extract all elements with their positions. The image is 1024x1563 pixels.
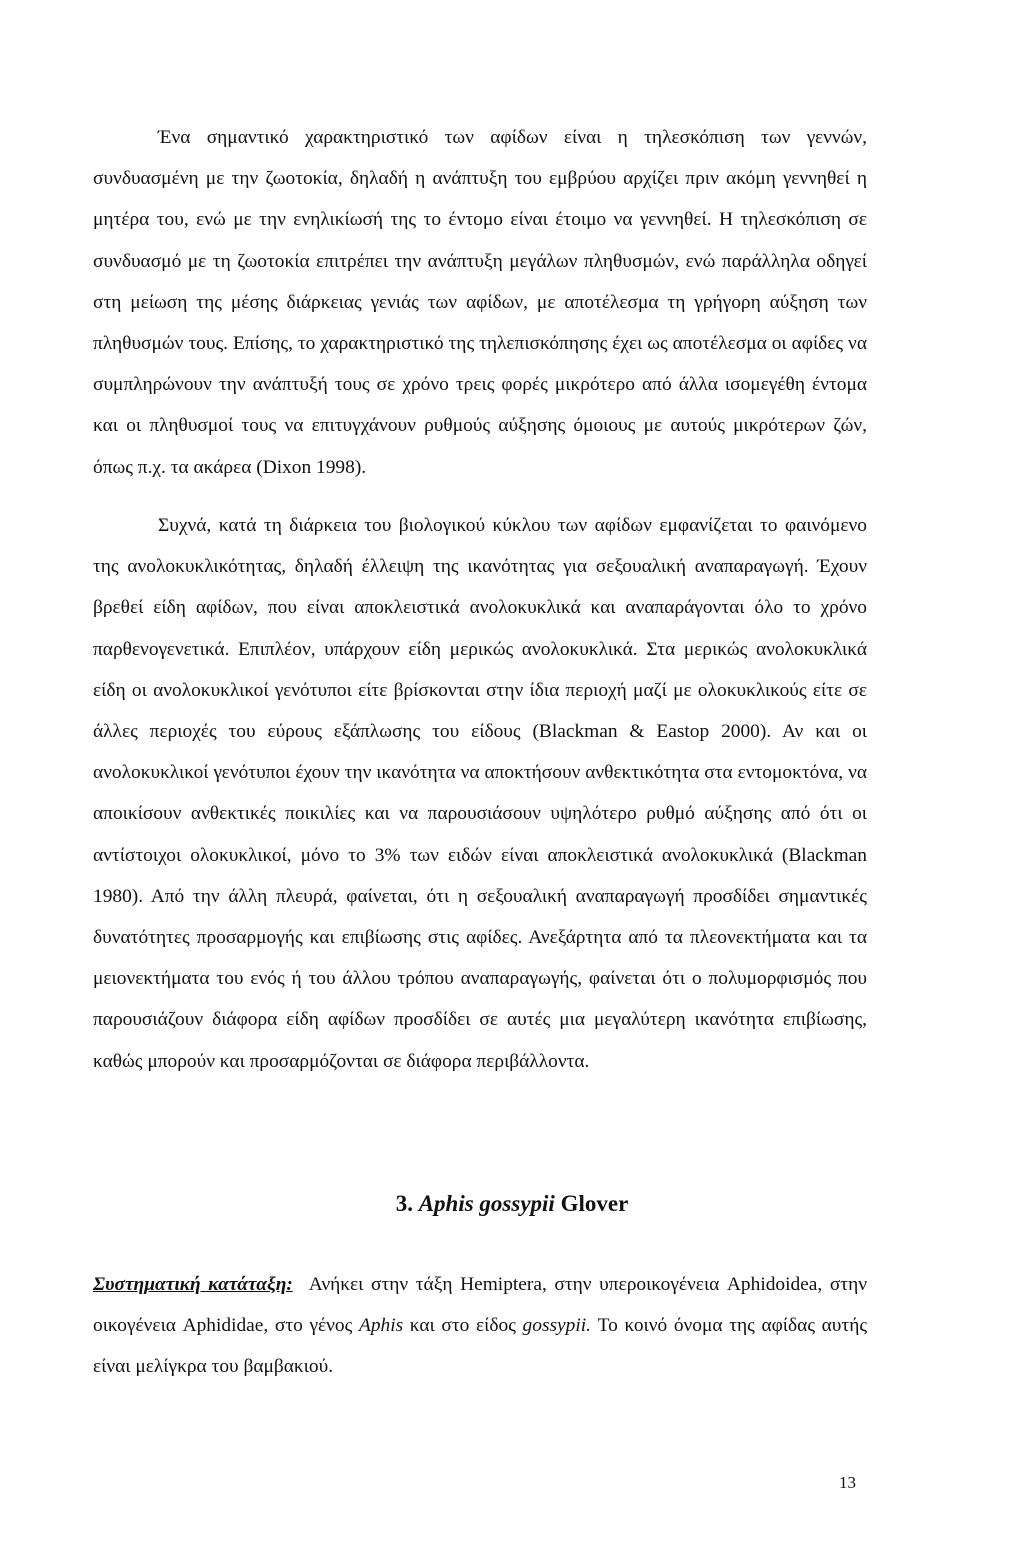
paragraph-telescoping: Ένα σημαντικό χαρακτηριστικό των αφίδων είναι η τηλεσκόπιση των γεννών, συνδυασμένη με την ζωοτοκία, δηλαδή η ανάπτυξη του εμβρύου αρχίζει πριν ακόμη γεννηθεί η μητέρα του, ενώ με την ενηλικίωσή της το έντομο είναι έτοιμο να γεννηθεί. Η τηλεσκόπιση σε συνδυασμό με τη ζωοτοκία επιτρέπει την ανάπτυξη μεγάλων πληθυσμών, ενώ παράλληλα οδηγεί στη μείωση της μέσης διάρκειας γενιάς των αφίδων, με αποτέλεσμα τη γρήγορη αύξηση των πληθυσμών τους. Επίσης, το χαρακτηριστικό της τηλεπισκόπησης έχει ως αποτέλεσμα οι αφίδες να συμπληρώνουν την ανάπτυξή τους σε χρόνο τρεις φορές μικρότερο από άλλα ισομεγέθη έντομα και οι πληθυσμοί τους να επιτυγχάνουν ρυθμούς αύξησης όμοιους με αυτούς μικρότερων ζών, όπως π.χ. τα ακάρεα (Dixon 1998).: [93, 127, 867, 478]
classification-paragraph: [93, 1264, 867, 1387]
section-number: 3.: [395, 1191, 413, 1216]
classification-text-3: Το κοινό όνομα της αφίδας αυτής είναι μελίγκρα του βαμβακιού.: [93, 1315, 868, 1377]
classification-label: Συστηματική κατάταξη:: [93, 1274, 293, 1295]
page-number: 13: [839, 1473, 856, 1492]
classification-text-2: και στο είδος: [409, 1315, 516, 1336]
classification-genus: Aphis: [358, 1315, 404, 1336]
classification-text-1: Ανήκει στην τάξη Hemiptera, στην υπεροικογένεια Aphidoidea, στην οικογένεια Aphididae, στο γένος: [93, 1274, 867, 1336]
classification-species: gossypii.: [522, 1315, 591, 1336]
section-species-name: Aphis gossypii: [418, 1191, 555, 1216]
section-author: Glover: [560, 1191, 629, 1216]
paragraph-anholocycly: Συχνά, κατά τη διάρκεια του βιολογικού κύκλου των αφίδων εμφανίζεται το φαινόμενο της ανολοκυκλικότητας, δηλαδή έλλειψη της ικανότητας για σεξουαλική αναπαραγωγή. Έχουν βρεθεί είδη αφίδων, που είναι αποκλειστικά ανολοκυκλικά και αναπαράγονται όλο το χρόνο παρθενογενετικά. Επιπλέον, υπάρχουν είδη μερικώς ανολοκυκλικά. Στα μερικώς ανολοκυκλικά είδη οι ανολοκυκλικοί γενότυποι είτε βρίσκονται στην ίδια περιοχή μαζί με ολοκυκλικούς είτε σε άλλες περιοχές του εύρους εξάπλωσης του είδους (Blackman & Eastop 2000). Αν και οι ανολοκυκλικοί γενότυποι έχουν την ικανότητα να αποκτήσουν ανθεκτικότητα στα εντομοκτόνα, να αποικίσουν ανθεκτικές ποικιλίες και να παρουσιάσουν υψηλότερο ρυθμό αύξησης από ότι οι αντίστοιχοι ολοκυκλικοί, μόνο το 3% των ειδών είναι αποκλειστικά ανολοκυκλικά (Blackman 1980). Από την άλλη πλευρά, φαίνεται, ότι η σεξουαλική αναπαραγωγή προσδίδει σημαντικές δυνατότητες προσαρμογής και επιβίωσης στις αφίδες. Ανεξάρτητα από τα πλεονεκτήματα και τα μειονεκτήματα του ενός ή του άλλου τρόπου αναπαραγωγής, φαίνεται ότι ο πολυμορφισμός που παρουσιάζουν διάφορα είδη αφίδων προσδίδει σε αυτές μια μεγαλύτερη ικανότητα επιβίωσης, καθώς μπορούν και προσαρμόζονται σε διάφορα περιβάλλοντα.: [93, 515, 867, 1072]
section-heading: [0, 1184, 1024, 1224]
